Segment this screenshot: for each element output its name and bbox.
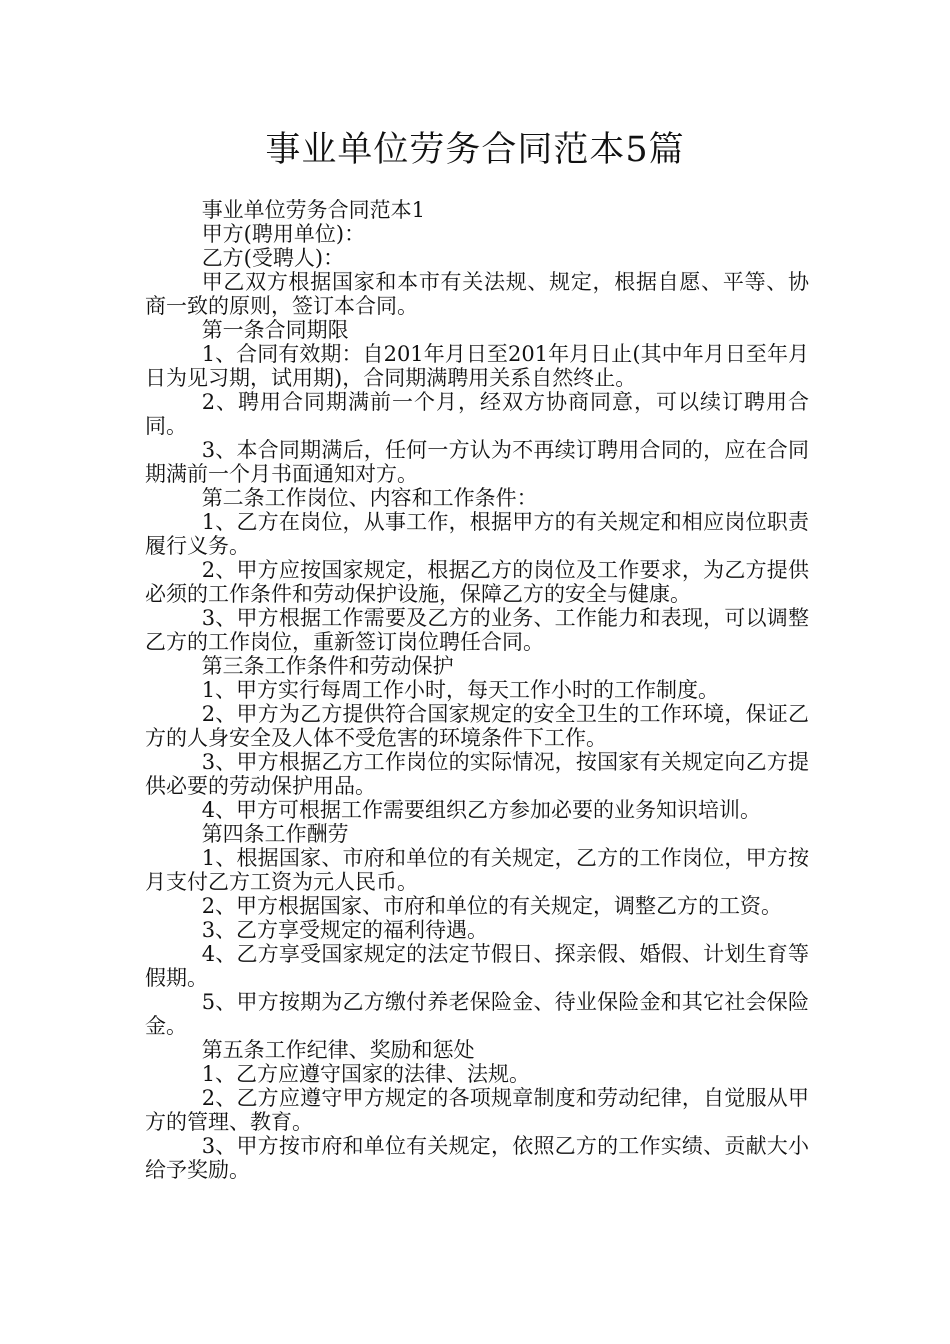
paragraph: 2、乙方应遵守甲方规定的各项规章制度和劳动纪律，自觉服从甲方的管理、教育。 (145, 1086, 809, 1134)
paragraph: 3、本合同期满后，任何一方认为不再续订聘用合同的，应在合同期满前一个月书面通知对方。 (145, 438, 809, 486)
section-heading: 第四条工作酬劳 (201, 822, 349, 846)
paragraph: 2、甲方应按国家规定，根据乙方的岗位及工作要求，为乙方提供必须的工作条件和劳动保护设施，保障乙方的安全与健康。 (145, 558, 809, 606)
paragraph: 1、甲方实行每周工作小时，每天工作小时的工作制度。 (201, 678, 720, 702)
paragraph: 事业单位劳务合同范本1 (201, 198, 426, 222)
document-body (145, 198, 809, 1182)
paragraph: 甲乙双方根据国家和本市有关法规、规定，根据自愿、平等、协商一致的原则，签订本合同。 (145, 270, 809, 318)
paragraph: 甲方(聘用单位)： (201, 222, 366, 246)
paragraph: 1、合同有效期：自201年月日至201年月日止(其中年月日至年月日为见习期，试用期)，合同期满聘用关系自然终止。 (145, 342, 809, 390)
paragraph: 5、甲方按期为乙方缴付养老保险金、待业保险金和其它社会保险金。 (145, 990, 809, 1038)
paragraph: 4、乙方享受国家规定的法定节假日、探亲假、婚假、计划生育等假期。 (145, 942, 809, 990)
section-heading: 第二条工作岗位、内容和工作条件： (201, 486, 538, 510)
paragraph: 1、根据国家、市府和单位的有关规定，乙方的工作岗位，甲方按月支付乙方工资为元人民币。 (145, 846, 809, 894)
paragraph: 3、甲方按市府和单位有关规定，依照乙方的工作实绩、贡献大小给予奖励。 (145, 1134, 809, 1182)
paragraph: 2、甲方为乙方提供符合国家规定的安全卫生的工作环境，保证乙方的人身安全及人体不受危害的环境条件下工作。 (145, 702, 809, 750)
paragraph: 3、乙方享受规定的福利待遇。 (201, 918, 489, 942)
document-title: 事业单位劳务合同范本5篇 (265, 130, 685, 170)
paragraph: 1、乙方应遵守国家的法律、法规。 (201, 1062, 531, 1086)
section-heading: 第三条工作条件和劳动保护 (201, 654, 454, 678)
section-heading: 第五条工作纪律、奖励和惩处 (201, 1038, 475, 1062)
paragraph: 3、甲方根据工作需要及乙方的业务、工作能力和表现，可以调整乙方的工作岗位，重新签订岗位聘任合同。 (145, 606, 809, 654)
paragraph: 乙方(受聘人)： (201, 246, 345, 270)
paragraph: 2、聘用合同期满前一个月，经双方协商同意，可以续订聘用合同。 (145, 390, 809, 438)
paragraph: 3、甲方根据乙方工作岗位的实际情况，按国家有关规定向乙方提供必要的劳动保护用品。 (145, 750, 809, 798)
paragraph: 4、甲方可根据工作需要组织乙方参加必要的业务知识培训。 (201, 798, 762, 822)
section-heading: 第一条合同期限 (201, 318, 349, 342)
paragraph: 2、甲方根据国家、市府和单位的有关规定，调整乙方的工资。 (201, 894, 783, 918)
paragraph: 1、乙方在岗位，从事工作，根据甲方的有关规定和相应岗位职责履行义务。 (145, 510, 809, 558)
